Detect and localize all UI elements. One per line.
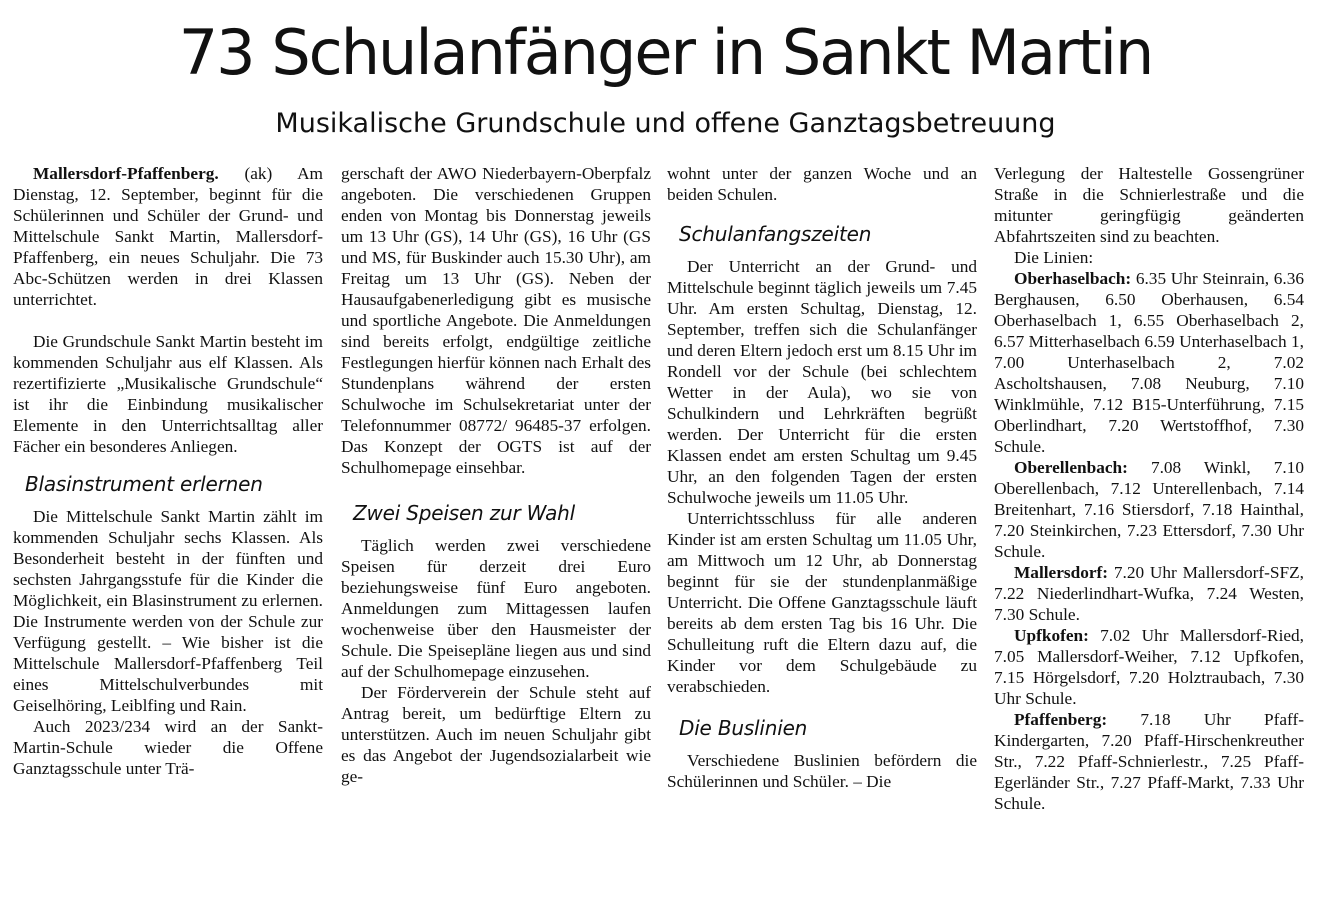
- paragraph: Die Grundschule Sankt Martin besteht im kommenden Schuljahr aus elf Klassen. Als rezertifizierte „Musikalische Grundschule“ ist ihr die Einbindung musikalischer Elemente in den Unterrichtsalltag aller Fächer ein besonderes Anliegen.: [13, 332, 323, 456]
- bus-line-oberellenbach: [994, 457, 1304, 562]
- bus-line-label: Mallersdorf:: [1014, 563, 1109, 582]
- paragraph: gerschaft der AWO Niederbayern-Oberpfalz angeboten. Die verschiedenen Gruppen enden von Montag bis Donnerstag jeweils um 13 Uhr (GS), 14 Uhr (GS), 16 Uhr (GS und MS, für Buskinder auch 15.30 Uhr), am Freitag um 13 Uhr (GS). Neben der Hausaufgabenerledigung gibt es musische und sportliche Angebote. Die Anmeldungen sind bereits erfolgt, endgültige zeitliche Festlegungen hierfür können nach Erhalt des Stundenplans während der ersten Schulwoche im Schulsekretariat unter der Telefonnummer 08772/ 96485-37 erfolgen. Das Konzept der OGTS ist auf der Schulhomepage einsehbar.: [341, 164, 651, 477]
- paragraph-intro: [13, 163, 323, 310]
- article-column-3: [667, 163, 977, 903]
- paragraph: Verlegung der Haltestelle Gossengrüner Straße in die Schnierlestraße und die mitunter geringfügig geänderten Abfahrtszeiten sind zu beachten.: [994, 164, 1304, 246]
- paragraph: Der Unterricht an der Grund- und Mittelschule beginnt täglich jeweils um 7.45 Uhr. Am ersten Schultag, Dienstag, 12. September, treffen sich die Schulanfänger und deren Eltern jedoch erst um 8.15 Uhr im Rondell vor der Schule (bei schlechtem Wetter in der Aula), wo sie von Schulkindern und Lehrkräften begrüßt werden. Der Unterricht für die ersten Klassen endet am ersten Schultag um 9.45 Uhr, an den folgenden Tagen der ersten Schulwoche jeweils um 11.05 Uhr.: [667, 257, 977, 507]
- paragraph: Die Linien:: [1014, 248, 1094, 267]
- paragraph: Der Förderverein der Schule steht auf Antrag bereit, um bedürftige Eltern zu unterstützen. Auch im neuen Schuljahr gibt es das Angebot der Jugendsozialarbeit wie ge-: [341, 683, 651, 786]
- bus-line-label: Pfaffenberg:: [1014, 710, 1108, 729]
- bus-line-upfkofen: [994, 625, 1304, 709]
- bus-line-label: Oberellenbach:: [1014, 458, 1128, 477]
- paragraph: wohnt unter der ganzen Woche und an beiden Schulen.: [667, 164, 977, 204]
- bus-line-stops: 7.18 Uhr Pfaff-Kindergarten, 7.20 Pfaff-Hirschenkreuther Str., 7.22 Pfaff-Schnierlestr., 7.25 Pfaff-Egerländer Str., 7.27 Pfaff-Markt, 7.33 Uhr Schule.: [994, 710, 1304, 813]
- paragraph: Täglich werden zwei verschiedene Speisen für derzeit drei Euro beziehungsweise fünf Euro angeboten. Anmeldungen zum Mittagessen laufen wochenweise über den Hausmeister der Schule. Die Speisepläne liegen aus und sind auf der Schulhomepage einzusehen.: [341, 536, 651, 681]
- article-subheadline: Musikalische Grundschule und offene Ganztagsbetreuung: [275, 108, 1056, 139]
- bus-line-label: Upfkofen:: [1014, 626, 1089, 645]
- paragraph: Die Mittelschule Sankt Martin zählt im kommenden Schuljahr sechs Klassen. Als Besonderheit besteht in der fünften und sechsten Jahrgangsstufe für die Kinder die Möglichkeit, ein Blasinstrument zu erlernen. Die Instrumente werden von der Schule zur Verfügung gestellt. – Wie bisher ist die Mittelschule Mallersdorf-Pfaffenberg Teil eines Mittelschulverbundes mit Geiselhöring, Leiblfing und Rain.: [13, 507, 323, 715]
- bus-line-stops: 7.02 Uhr Mallersdorf-Ried, 7.05 Mallersdorf-Weiher, 7.12 Upfkofen, 7.15 Hörgelsdorf, 7.20 Holztraubach, 7.30 Uhr Schule.: [994, 626, 1304, 708]
- subheading-schulanfangszeiten: Schulanfangszeiten: [679, 222, 872, 246]
- bus-line-stops: 7.20 Uhr Mallersdorf-SFZ, 7.22 Niederlindhart-Wufka, 7.24 Westen, 7.30 Schule.: [994, 563, 1304, 624]
- bus-line-mallersdorf: [994, 562, 1304, 625]
- paragraph-text: (ak) Am Dienstag, 12. September, beginnt für die Schülerinnen und Schüler der Grund- und Mittelschule Sankt Martin, Mallersdorf-Pfaffenberg, ein neues Schuljahr. Die 73 Abc-Schützen werden in drei Klassen unterrichtet.: [13, 164, 323, 309]
- bus-line-pfaffenberg: [994, 709, 1304, 814]
- paragraph: Unterrichtsschluss für alle anderen Kinder ist am ersten Schultag um 11.05 Uhr, am Mittwoch um 12 Uhr, ab Donnerstag beginnt für sie der stundenplanmäßige Unterricht. Die Offene Ganztagsschule läuft bereits ab dem ersten Tag bis 16 Uhr. Die Schulleitung ruft die Eltern dazu auf, die Kinder vor dem Schulgebäude zu verabschieden.: [667, 509, 977, 696]
- article-column-2: [341, 163, 651, 903]
- subheading-blasinstrument: Blasinstrument erlernen: [25, 472, 263, 496]
- article-column-1: [13, 163, 323, 903]
- dateline: Mallersdorf-Pfaffenberg.: [33, 164, 219, 183]
- subheading-speisen: Zwei Speisen zur Wahl: [353, 501, 576, 525]
- bus-line-stops: 6.35 Uhr Steinrain, 6.36 Berghausen, 6.50 Oberhausen, 6.54 Oberhaselbach 1, 6.55 Oberhaselbach 2, 6.57 Mitterhaselbach 6.59 Unterhaselbach 1, 7.00 Unterhaselbach 2, 7.02 Ascholtshausen, 7.08 Neuburg, 7.10 Winklmühle, 7.12 B15-Unterführung, 7.15 Oberlindhart, 7.20 Wertstoffhof, 7.30 Schule.: [994, 269, 1304, 456]
- article-headline: 73 Schulanfänger in Sankt Martin: [178, 16, 1153, 89]
- subheading-buslinien: Die Buslinien: [679, 716, 808, 740]
- bus-line-oberhaselbach: [994, 268, 1304, 457]
- bus-line-label: Oberhaselbach:: [1014, 269, 1132, 288]
- bus-line-stops: 7.08 Winkl, 7.10 Oberellenbach, 7.12 Unterellenbach, 7.14 Breitenhart, 7.16 Stiersdorf, 7.18 Hainthal, 7.20 Steinkirchen, 7.23 Ettersdorf, 7.30 Uhr Schule.: [994, 458, 1304, 561]
- paragraph: Verschiedene Buslinien befördern die Schülerinnen und Schüler. – Die: [667, 751, 977, 791]
- article-column-4: [994, 163, 1304, 903]
- paragraph: Auch 2023/234 wird an der Sankt- Martin-Schule wieder die Offene Ganztagsschule unter Trä-: [13, 717, 323, 778]
